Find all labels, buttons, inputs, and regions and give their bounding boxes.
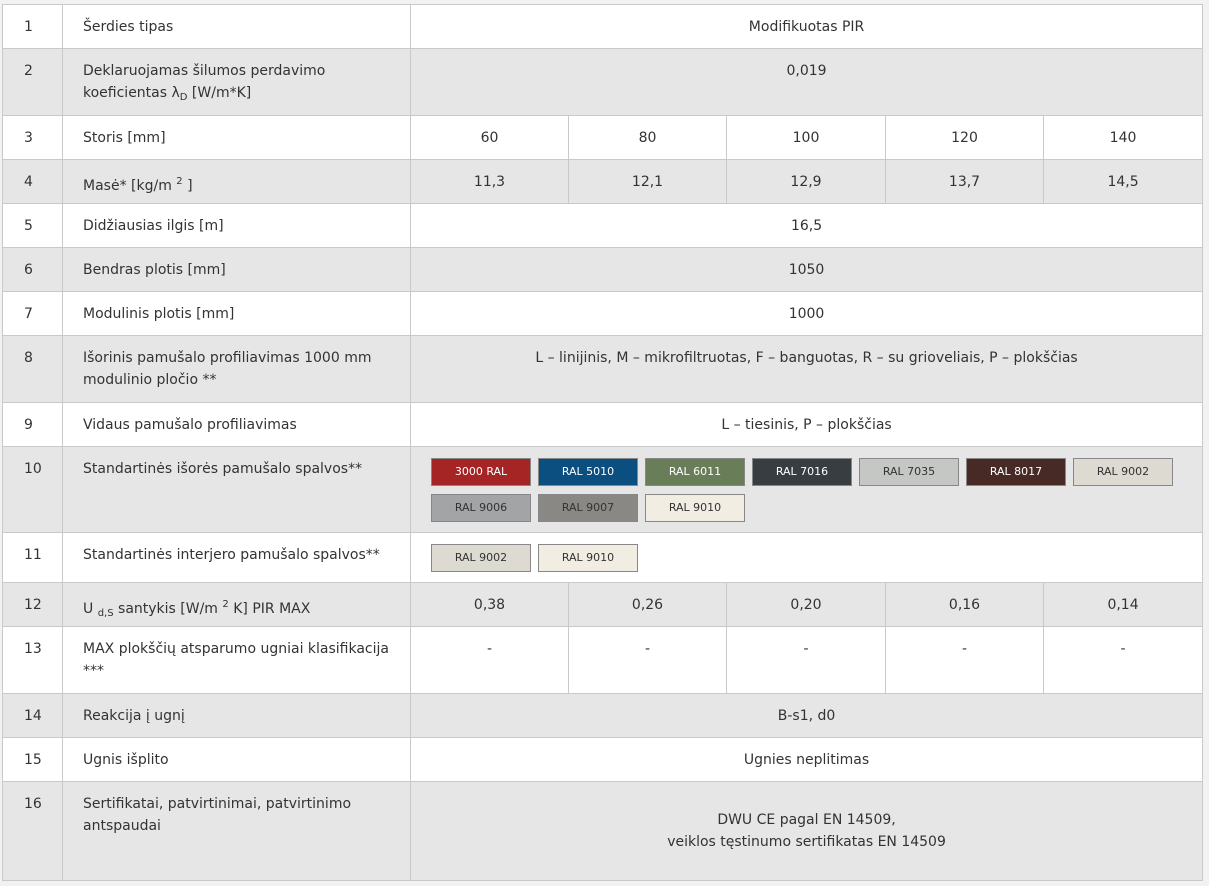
color-swatch: RAL 9007 — [538, 494, 638, 522]
row-value: DWU CE pagal EN 14509, veiklos tęstinumo sertifikatas EN 14509 — [411, 782, 1203, 881]
row-label: Išorinis pamušalo profiliavimas 1000 mm modulinio pločio ** — [63, 336, 411, 403]
row-label: Storis [mm] — [63, 116, 411, 160]
color-swatch: RAL 6011 — [645, 458, 745, 486]
row-number: 5 — [3, 204, 63, 248]
row-label: Bendras plotis [mm] — [63, 248, 411, 292]
table-row — [3, 694, 1203, 738]
row-value: 11,3 — [411, 160, 569, 204]
specification-table — [2, 4, 1203, 881]
table-row — [3, 782, 1203, 881]
row-number: 10 — [3, 447, 63, 533]
row-value: - — [886, 627, 1044, 694]
row-value: 0,14 — [1044, 583, 1203, 627]
color-swatch: RAL 7016 — [752, 458, 852, 486]
color-swatch: RAL 8017 — [966, 458, 1066, 486]
row-value: L – linijinis, M – mikrofiltruotas, F – banguotas, R – su grioveliais, P – plokščias — [411, 336, 1203, 403]
row-value: 0,26 — [569, 583, 727, 627]
swatch-list — [431, 458, 1191, 522]
row-number: 16 — [3, 782, 63, 881]
row-label: Reakcija į ugnį — [63, 694, 411, 738]
color-swatch: RAL 9002 — [1073, 458, 1173, 486]
row-value: 0,20 — [727, 583, 886, 627]
row-value: B-s1, d0 — [411, 694, 1203, 738]
exterior-color-swatches — [411, 447, 1203, 533]
row-value: 0,16 — [886, 583, 1044, 627]
row-number: 6 — [3, 248, 63, 292]
table-row — [3, 447, 1203, 533]
row-value: - — [1044, 627, 1203, 694]
color-swatch: RAL 9006 — [431, 494, 531, 522]
row-number: 13 — [3, 627, 63, 694]
row-number: 11 — [3, 533, 63, 583]
row-number: 9 — [3, 403, 63, 447]
row-value: 13,7 — [886, 160, 1044, 204]
row-value: 60 — [411, 116, 569, 160]
table-row — [3, 5, 1203, 49]
row-label: Ugnis išplito — [63, 738, 411, 782]
table-row — [3, 403, 1203, 447]
table-row — [3, 627, 1203, 694]
row-label: Sertifikatai, patvirtinimai, patvirtinimo antspaudai — [63, 782, 411, 881]
row-label: Masė* [kg/m $^2$ ] — [63, 160, 411, 204]
table-row — [3, 160, 1203, 204]
row-value: 0,019 — [411, 49, 1203, 116]
table-row — [3, 49, 1203, 116]
row-number: 15 — [3, 738, 63, 782]
color-swatch: RAL 9010 — [538, 544, 638, 572]
color-swatch: RAL 5010 — [538, 458, 638, 486]
row-value: 80 — [569, 116, 727, 160]
table-row — [3, 204, 1203, 248]
row-value: 12,9 — [727, 160, 886, 204]
row-number: 7 — [3, 292, 63, 336]
row-number: 3 — [3, 116, 63, 160]
table-row — [3, 248, 1203, 292]
row-value: 12,1 — [569, 160, 727, 204]
row-label: Standartinės išorės pamušalo spalvos** — [63, 447, 411, 533]
row-label: Vidaus pamušalo profiliavimas — [63, 403, 411, 447]
row-number: 4 — [3, 160, 63, 204]
row-number: 8 — [3, 336, 63, 403]
table-row — [3, 738, 1203, 782]
color-swatch: 3000 RAL — [431, 458, 531, 486]
row-label: MAX plokščių atsparumo ugniai klasifikacija *** — [63, 627, 411, 694]
row-value: - — [411, 627, 569, 694]
row-value: - — [727, 627, 886, 694]
table-row — [3, 336, 1203, 403]
row-number: 14 — [3, 694, 63, 738]
row-value: 120 — [886, 116, 1044, 160]
row-number: 1 — [3, 5, 63, 49]
row-value: 16,5 — [411, 204, 1203, 248]
row-value: Modifikuotas PIR — [411, 5, 1203, 49]
table-row — [3, 533, 1203, 583]
row-label: Deklaruojamas šilumos perdavimo koeficientas $\lambda_D$ [W/m*K] — [63, 49, 411, 116]
row-label: Didžiausias ilgis [m] — [63, 204, 411, 248]
color-swatch: RAL 7035 — [859, 458, 959, 486]
row-value: 0,38 — [411, 583, 569, 627]
interior-color-swatches — [411, 533, 1203, 583]
row-value: 14,5 — [1044, 160, 1203, 204]
row-value: Ugnies neplitimas — [411, 738, 1203, 782]
row-value: 100 — [727, 116, 886, 160]
color-swatch: RAL 9002 — [431, 544, 531, 572]
row-value: 140 — [1044, 116, 1203, 160]
row-number: 2 — [3, 49, 63, 116]
color-swatch: RAL 9010 — [645, 494, 745, 522]
swatch-list — [431, 544, 1191, 572]
row-label: Standartinės interjero pamušalo spalvos** — [63, 533, 411, 583]
table-row — [3, 116, 1203, 160]
table-row — [3, 583, 1203, 627]
table-row — [3, 292, 1203, 336]
row-label: Modulinis plotis [mm] — [63, 292, 411, 336]
row-number: 12 — [3, 583, 63, 627]
row-value: 1000 — [411, 292, 1203, 336]
row-label: U $_{d,S}$ santykis [W/m $^2$ K] PIR MAX — [63, 583, 411, 627]
row-label: Šerdies tipas — [63, 5, 411, 49]
row-value: L – tiesinis, P – plokščias — [411, 403, 1203, 447]
row-value: 1050 — [411, 248, 1203, 292]
row-value: - — [569, 627, 727, 694]
